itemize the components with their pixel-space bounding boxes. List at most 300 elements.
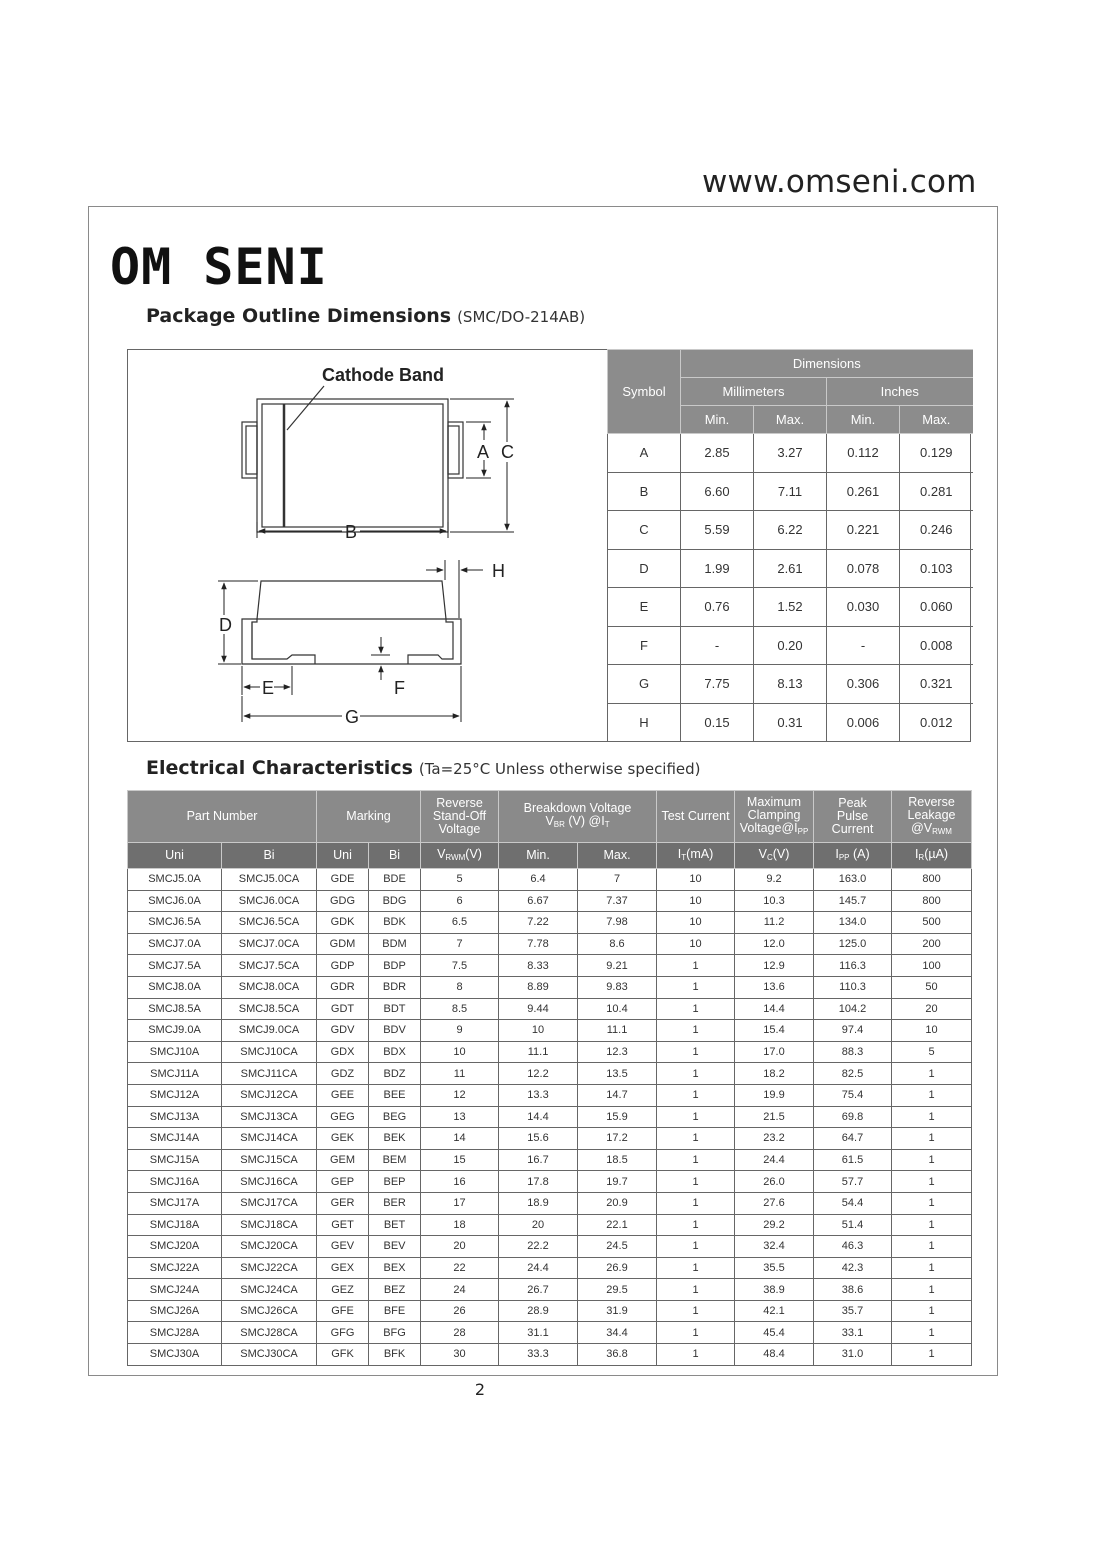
dimensions-table-body — [608, 434, 973, 742]
cell-uni-part: SMCJ11A — [128, 1063, 222, 1085]
table-row — [128, 890, 972, 912]
cell-vbr-min: 26.7 — [499, 1279, 578, 1301]
cell-ir: 1 — [892, 1171, 972, 1193]
cell-it: 1 — [657, 1236, 735, 1258]
cell-ir: 800 — [892, 869, 972, 891]
dimension-cell-in-min: 0.030 — [827, 588, 900, 627]
cell-ir: 1 — [892, 1344, 972, 1366]
cell-uni-marking: GFE — [317, 1300, 369, 1322]
cell-vc: 14.4 — [735, 998, 814, 1020]
cell-vrwm: 6.5 — [421, 912, 499, 934]
cell-vrwm: 10 — [421, 1041, 499, 1063]
cell-vbr-max: 7 — [578, 869, 657, 891]
cell-bi-part: SMCJ9.0CA — [222, 1020, 317, 1042]
dimension-cell-in-min: 0.006 — [827, 703, 900, 741]
table-row — [128, 1171, 972, 1193]
cell-bi-marking: BDK — [369, 912, 421, 934]
page-number: 2 — [474, 1380, 486, 1399]
uni-marking-header: Uni — [317, 843, 369, 869]
cell-bi-part: SMCJ10CA — [222, 1041, 317, 1063]
cell-it: 1 — [657, 1084, 735, 1106]
cell-ipp: 31.0 — [814, 1344, 892, 1366]
cell-vrwm: 13 — [421, 1106, 499, 1128]
cell-vbr-max: 8.6 — [578, 933, 657, 955]
cell-vc: 12.9 — [735, 955, 814, 977]
mm-min-header: Min. — [681, 406, 754, 434]
test-current-header: Test Current — [657, 791, 735, 843]
cell-ir: 1 — [892, 1128, 972, 1150]
dimension-cell-mm-min: 1.99 — [681, 549, 754, 588]
cell-vc: 32.4 — [735, 1236, 814, 1258]
uni-part-header: Uni — [128, 843, 222, 869]
cell-vbr-max: 7.98 — [578, 912, 657, 934]
dimension-row — [608, 472, 973, 511]
dimension-cell-symbol: A — [608, 434, 681, 473]
cell-ir: 1 — [892, 1149, 972, 1171]
cell-bi-part: SMCJ26CA — [222, 1300, 317, 1322]
cell-bi-marking: BEE — [369, 1084, 421, 1106]
cell-uni-marking: GEG — [317, 1106, 369, 1128]
dimension-cell-mm-max: 6.22 — [754, 511, 827, 550]
cell-bi-part: SMCJ7.0CA — [222, 933, 317, 955]
cell-ir: 200 — [892, 933, 972, 955]
cell-it: 1 — [657, 1128, 735, 1150]
cell-ipp: 51.4 — [814, 1214, 892, 1236]
max-clamping-header — [735, 791, 814, 843]
cell-it: 1 — [657, 1344, 735, 1366]
inches-header: Inches — [827, 378, 973, 406]
vbr-min-header: Min. — [499, 843, 578, 869]
cell-it: 1 — [657, 1020, 735, 1042]
cell-bi-marking: BDE — [369, 869, 421, 891]
cell-vc: 45.4 — [735, 1322, 814, 1344]
table-row — [128, 1192, 972, 1214]
cell-uni-part: SMCJ13A — [128, 1106, 222, 1128]
cell-vc: 19.9 — [735, 1084, 814, 1106]
cell-uni-part: SMCJ7.0A — [128, 933, 222, 955]
cell-vbr-max: 17.2 — [578, 1128, 657, 1150]
cell-vrwm: 16 — [421, 1171, 499, 1193]
cell-bi-part: SMCJ24CA — [222, 1279, 317, 1301]
table-row — [128, 1063, 972, 1085]
cell-vrwm: 7 — [421, 933, 499, 955]
cell-vc: 13.6 — [735, 976, 814, 998]
cell-vrwm: 24 — [421, 1279, 499, 1301]
cell-ir: 1 — [892, 1106, 972, 1128]
top-view-body — [257, 399, 448, 532]
cell-vrwm: 5 — [421, 869, 499, 891]
cell-vbr-min: 6.67 — [499, 890, 578, 912]
in-min-header: Min. — [827, 406, 900, 434]
cell-ir: 1 — [892, 1063, 972, 1085]
cell-vrwm: 9 — [421, 1020, 499, 1042]
table-row — [128, 1214, 972, 1236]
cell-vc: 42.1 — [735, 1300, 814, 1322]
cell-vrwm: 28 — [421, 1322, 499, 1344]
cell-ipp: 88.3 — [814, 1041, 892, 1063]
cell-uni-part: SMCJ26A — [128, 1300, 222, 1322]
dimension-row — [608, 626, 973, 665]
cell-bi-marking: BDV — [369, 1020, 421, 1042]
table-row — [128, 976, 972, 998]
cell-ir: 1 — [892, 1279, 972, 1301]
cell-vbr-min: 12.2 — [499, 1063, 578, 1085]
dim-label-b: B — [345, 522, 358, 542]
cell-uni-part: SMCJ14A — [128, 1128, 222, 1150]
cell-bi-marking: BEG — [369, 1106, 421, 1128]
mc-line3: $Voltage@I_{PP}$ — [739, 820, 809, 836]
cell-it: 1 — [657, 1300, 735, 1322]
cell-vc: 18.2 — [735, 1063, 814, 1085]
rl-line1: Reverse — [908, 794, 955, 809]
cell-uni-part: SMCJ6.0A — [128, 890, 222, 912]
dimension-row — [608, 665, 973, 704]
cell-uni-marking: GDR — [317, 976, 369, 998]
cell-vrwm: 6 — [421, 890, 499, 912]
cell-uni-marking: GDT — [317, 998, 369, 1020]
cell-vc: 38.9 — [735, 1279, 814, 1301]
cell-bi-marking: BFK — [369, 1344, 421, 1366]
cell-vbr-max: 19.7 — [578, 1171, 657, 1193]
left-lead — [242, 422, 257, 478]
marking-header: Marking — [317, 791, 421, 843]
bv-line2: $V_{BR}$ (V) $@I_T$ — [545, 814, 610, 829]
cell-it: 1 — [657, 1171, 735, 1193]
dimension-cell-mm-max: 1.52 — [754, 588, 827, 627]
electrical-section-title — [146, 757, 701, 779]
cell-vrwm: 14 — [421, 1128, 499, 1150]
table-row — [128, 912, 972, 934]
cell-vc: 29.2 — [735, 1214, 814, 1236]
dimension-cell-mm-max: 0.20 — [754, 626, 827, 665]
cell-ipp: 163.0 — [814, 869, 892, 891]
dimension-cell-in-max: 0.246 — [900, 511, 973, 550]
cell-bi-part: SMCJ15CA — [222, 1149, 317, 1171]
cell-vrwm: 8 — [421, 976, 499, 998]
reverse-standoff-header — [421, 791, 499, 843]
dimension-cell-in-min: 0.078 — [827, 549, 900, 588]
cell-vbr-max: 10.4 — [578, 998, 657, 1020]
cell-ipp: 54.4 — [814, 1192, 892, 1214]
table-row — [128, 1149, 972, 1171]
cell-uni-marking: GEV — [317, 1236, 369, 1258]
cell-uni-marking: GDK — [317, 912, 369, 934]
rs-line1: Reverse — [436, 796, 483, 810]
cell-vrwm: 15 — [421, 1149, 499, 1171]
dimension-row — [608, 703, 973, 741]
dimension-cell-in-min: 0.112 — [827, 434, 900, 473]
brand-logo: OM SENI — [110, 238, 328, 296]
cell-vbr-min: 22.2 — [499, 1236, 578, 1258]
cell-it: 1 — [657, 1149, 735, 1171]
cell-bi-marking: BEV — [369, 1236, 421, 1258]
cell-bi-part: SMCJ18CA — [222, 1214, 317, 1236]
cell-bi-marking: BEZ — [369, 1279, 421, 1301]
table-row — [128, 955, 972, 977]
cell-uni-part: SMCJ30A — [128, 1344, 222, 1366]
table-row — [128, 1020, 972, 1042]
cell-ipp: 145.7 — [814, 890, 892, 912]
cell-it: 1 — [657, 1106, 735, 1128]
cell-vbr-max: 12.3 — [578, 1041, 657, 1063]
dimension-cell-in-max: 0.321 — [900, 665, 973, 704]
cell-ir: 1 — [892, 1322, 972, 1344]
table-row — [128, 1236, 972, 1258]
cell-ir: 20 — [892, 998, 972, 1020]
cell-vbr-min: 20 — [499, 1214, 578, 1236]
cell-uni-part: SMCJ24A — [128, 1279, 222, 1301]
cell-vbr-max: 36.8 — [578, 1344, 657, 1366]
electrical-subtitle: (Ta=25°C Unless otherwise specified) — [418, 760, 701, 778]
cell-vbr-min: 15.6 — [499, 1128, 578, 1150]
cell-vbr-max: 13.5 — [578, 1063, 657, 1085]
dimension-row — [608, 588, 973, 627]
dimension-cell-in-min: - — [827, 626, 900, 665]
cell-vbr-max: 9.21 — [578, 955, 657, 977]
cell-uni-marking: GDX — [317, 1041, 369, 1063]
pp-line3: Current — [831, 822, 874, 836]
cell-ipp: 46.3 — [814, 1236, 892, 1258]
cell-bi-part: SMCJ28CA — [222, 1322, 317, 1344]
cell-vbr-max: 34.4 — [578, 1322, 657, 1344]
electrical-table-body — [128, 869, 972, 1366]
cell-ipp: 38.6 — [814, 1279, 892, 1301]
cell-bi-part: SMCJ13CA — [222, 1106, 317, 1128]
cell-vbr-min: 7.22 — [499, 912, 578, 934]
cell-uni-part: SMCJ9.0A — [128, 1020, 222, 1042]
cell-vbr-min: 16.7 — [499, 1149, 578, 1171]
cell-ipp: 125.0 — [814, 933, 892, 955]
cell-vc: 17.0 — [735, 1041, 814, 1063]
cell-vbr-min: 33.3 — [499, 1344, 578, 1366]
cell-ir: 1 — [892, 1300, 972, 1322]
cell-ipp: 61.5 — [814, 1149, 892, 1171]
cell-uni-marking: GDV — [317, 1020, 369, 1042]
dimension-cell-mm-min: - — [681, 626, 754, 665]
cell-ipp: 104.2 — [814, 998, 892, 1020]
table-row — [128, 1279, 972, 1301]
cell-uni-marking: GEK — [317, 1128, 369, 1150]
dimension-cell-mm-min: 7.75 — [681, 665, 754, 704]
cell-it: 1 — [657, 1063, 735, 1085]
cell-vrwm: 17 — [421, 1192, 499, 1214]
part-number-header: Part Number — [128, 791, 317, 843]
cell-vc: 35.5 — [735, 1257, 814, 1279]
peak-pulse-header — [814, 791, 892, 843]
cell-vbr-max: 18.5 — [578, 1149, 657, 1171]
rl-line3: $@V_{RWM}$ — [911, 820, 952, 836]
cell-vbr-min: 28.9 — [499, 1300, 578, 1322]
dimension-cell-mm-max: 2.61 — [754, 549, 827, 588]
cell-ir: 5 — [892, 1041, 972, 1063]
cell-it: 10 — [657, 912, 735, 934]
cell-bi-part: SMCJ5.0CA — [222, 869, 317, 891]
cell-vbr-min: 9.44 — [499, 998, 578, 1020]
cell-vbr-max: 7.37 — [578, 890, 657, 912]
cell-vbr-min: 18.9 — [499, 1192, 578, 1214]
cell-uni-marking: GEX — [317, 1257, 369, 1279]
cell-ir: 10 — [892, 1020, 972, 1042]
cell-bi-part: SMCJ22CA — [222, 1257, 317, 1279]
rs-line3: Voltage — [438, 822, 481, 836]
cell-uni-part: SMCJ18A — [128, 1214, 222, 1236]
dimension-cell-mm-max: 8.13 — [754, 665, 827, 704]
cell-bi-marking: BFE — [369, 1300, 421, 1322]
cell-ir: 1 — [892, 1084, 972, 1106]
cell-bi-part: SMCJ8.0CA — [222, 976, 317, 998]
table-row — [128, 998, 972, 1020]
cell-ir: 100 — [892, 955, 972, 977]
cell-uni-part: SMCJ17A — [128, 1192, 222, 1214]
cell-vc: 48.4 — [735, 1344, 814, 1366]
cell-it: 1 — [657, 1214, 735, 1236]
cell-bi-marking: BDT — [369, 998, 421, 1020]
cell-it: 1 — [657, 1257, 735, 1279]
cell-vbr-max: 29.5 — [578, 1279, 657, 1301]
cell-uni-part: SMCJ16A — [128, 1171, 222, 1193]
cell-vbr-max: 24.5 — [578, 1236, 657, 1258]
table-row — [128, 1041, 972, 1063]
cell-vbr-min: 17.8 — [499, 1171, 578, 1193]
table-row — [128, 1257, 972, 1279]
cell-ipp: 82.5 — [814, 1063, 892, 1085]
dimension-cell-mm-min: 2.85 — [681, 434, 754, 473]
cell-ir: 1 — [892, 1214, 972, 1236]
cell-uni-marking: GEZ — [317, 1279, 369, 1301]
dimension-cell-in-max: 0.281 — [900, 472, 973, 511]
cell-bi-part: SMCJ6.0CA — [222, 890, 317, 912]
cell-vc: 27.6 — [735, 1192, 814, 1214]
cell-vrwm: 30 — [421, 1344, 499, 1366]
cell-it: 1 — [657, 998, 735, 1020]
cell-vbr-max: 9.83 — [578, 976, 657, 998]
cell-ipp: 42.3 — [814, 1257, 892, 1279]
dimension-cell-mm-min: 0.15 — [681, 703, 754, 741]
dimension-cell-symbol: G — [608, 665, 681, 704]
table-row — [128, 933, 972, 955]
rs-line2: Stand-Off — [432, 809, 487, 823]
cell-ipp: 134.0 — [814, 912, 892, 934]
dim-label-a: A — [477, 442, 490, 462]
dimension-cell-mm-max: 3.27 — [754, 434, 827, 473]
package-drawing — [128, 350, 608, 741]
cell-bi-part: SMCJ11CA — [222, 1063, 317, 1085]
cell-it: 1 — [657, 1192, 735, 1214]
cell-vrwm: 12 — [421, 1084, 499, 1106]
cell-bi-part: SMCJ17CA — [222, 1192, 317, 1214]
cell-vc: 12.0 — [735, 933, 814, 955]
cell-uni-part: SMCJ15A — [128, 1149, 222, 1171]
cell-bi-marking: BDM — [369, 933, 421, 955]
rl-line2: Leakage — [907, 807, 956, 822]
cell-vbr-max: 31.9 — [578, 1300, 657, 1322]
cell-bi-part: SMCJ30CA — [222, 1344, 317, 1366]
vc-unit-header: $V_C(V)$ — [735, 843, 814, 869]
cell-ipp: 35.7 — [814, 1300, 892, 1322]
in-max-header: Max. — [900, 406, 973, 434]
dimension-cell-symbol: B — [608, 472, 681, 511]
cell-bi-part: SMCJ20CA — [222, 1236, 317, 1258]
cell-vrwm: 20 — [421, 1236, 499, 1258]
dimension-cell-in-min: 0.221 — [827, 511, 900, 550]
dimension-cell-in-max: 0.060 — [900, 588, 973, 627]
cell-vc: 24.4 — [735, 1149, 814, 1171]
cell-ir: 1 — [892, 1236, 972, 1258]
cell-vc: 9.2 — [735, 869, 814, 891]
cell-bi-marking: BER — [369, 1192, 421, 1214]
dim-label-d: D — [219, 615, 232, 635]
cell-uni-part: SMCJ5.0A — [128, 869, 222, 891]
cell-uni-marking: GEP — [317, 1171, 369, 1193]
cell-vbr-max: 14.7 — [578, 1084, 657, 1106]
cell-vbr-min: 10 — [499, 1020, 578, 1042]
cell-bi-marking: BEK — [369, 1128, 421, 1150]
cell-bi-marking: BFG — [369, 1322, 421, 1344]
cell-ipp: 116.3 — [814, 955, 892, 977]
symbol-header: Symbol — [608, 350, 681, 434]
cell-bi-marking: BDX — [369, 1041, 421, 1063]
dimension-cell-mm-min: 5.59 — [681, 511, 754, 550]
vbr-max-header: Max. — [578, 843, 657, 869]
website-url: www.omseni.com — [702, 164, 977, 200]
cell-uni-marking: GFK — [317, 1344, 369, 1366]
cell-uni-marking: GDM — [317, 933, 369, 955]
dim-label-h: H — [492, 561, 505, 581]
cell-uni-part: SMCJ8.0A — [128, 976, 222, 998]
cell-ipp: 57.7 — [814, 1171, 892, 1193]
cell-bi-marking: BEP — [369, 1171, 421, 1193]
dimensions-table — [607, 349, 973, 741]
breakdown-voltage-header — [499, 791, 657, 843]
table-row — [128, 1300, 972, 1322]
mc-line1: Maximum — [746, 794, 802, 809]
table-row — [128, 1084, 972, 1106]
cell-uni-part: SMCJ22A — [128, 1257, 222, 1279]
cell-uni-marking: GET — [317, 1214, 369, 1236]
dimension-cell-symbol: D — [608, 549, 681, 588]
dimension-cell-in-max: 0.012 — [900, 703, 973, 741]
cell-ipp: 33.1 — [814, 1322, 892, 1344]
cell-it: 10 — [657, 933, 735, 955]
cell-ipp: 69.8 — [814, 1106, 892, 1128]
dim-label-f: F — [394, 678, 405, 698]
cell-bi-marking: BDP — [369, 955, 421, 977]
cell-vc: 23.2 — [735, 1128, 814, 1150]
cell-vbr-min: 14.4 — [499, 1106, 578, 1128]
cell-vc: 15.4 — [735, 1020, 814, 1042]
cell-uni-part: SMCJ10A — [128, 1041, 222, 1063]
dim-label-e: E — [262, 678, 275, 698]
cell-bi-part: SMCJ7.5CA — [222, 955, 317, 977]
ir-unit-header: $I_R(\mu A)$ — [892, 843, 972, 869]
package-subtitle: (SMC/DO-214AB) — [457, 308, 586, 326]
cell-vbr-min: 8.89 — [499, 976, 578, 998]
millimeters-header: Millimeters — [681, 378, 827, 406]
cell-ir: 50 — [892, 976, 972, 998]
cell-ipp: 97.4 — [814, 1020, 892, 1042]
cell-uni-part: SMCJ7.5A — [128, 955, 222, 977]
cell-vbr-min: 7.78 — [499, 933, 578, 955]
cell-ipp: 110.3 — [814, 976, 892, 998]
cell-vbr-max: 11.1 — [578, 1020, 657, 1042]
cell-vc: 10.3 — [735, 890, 814, 912]
reverse-leakage-header — [892, 791, 972, 843]
dimension-cell-mm-min: 0.76 — [681, 588, 754, 627]
vrwm-unit-header: $V_{RWM}(V)$ — [421, 843, 499, 869]
mc-line2: Clamping — [747, 807, 801, 822]
cell-vrwm: 18 — [421, 1214, 499, 1236]
cell-vbr-max: 26.9 — [578, 1257, 657, 1279]
